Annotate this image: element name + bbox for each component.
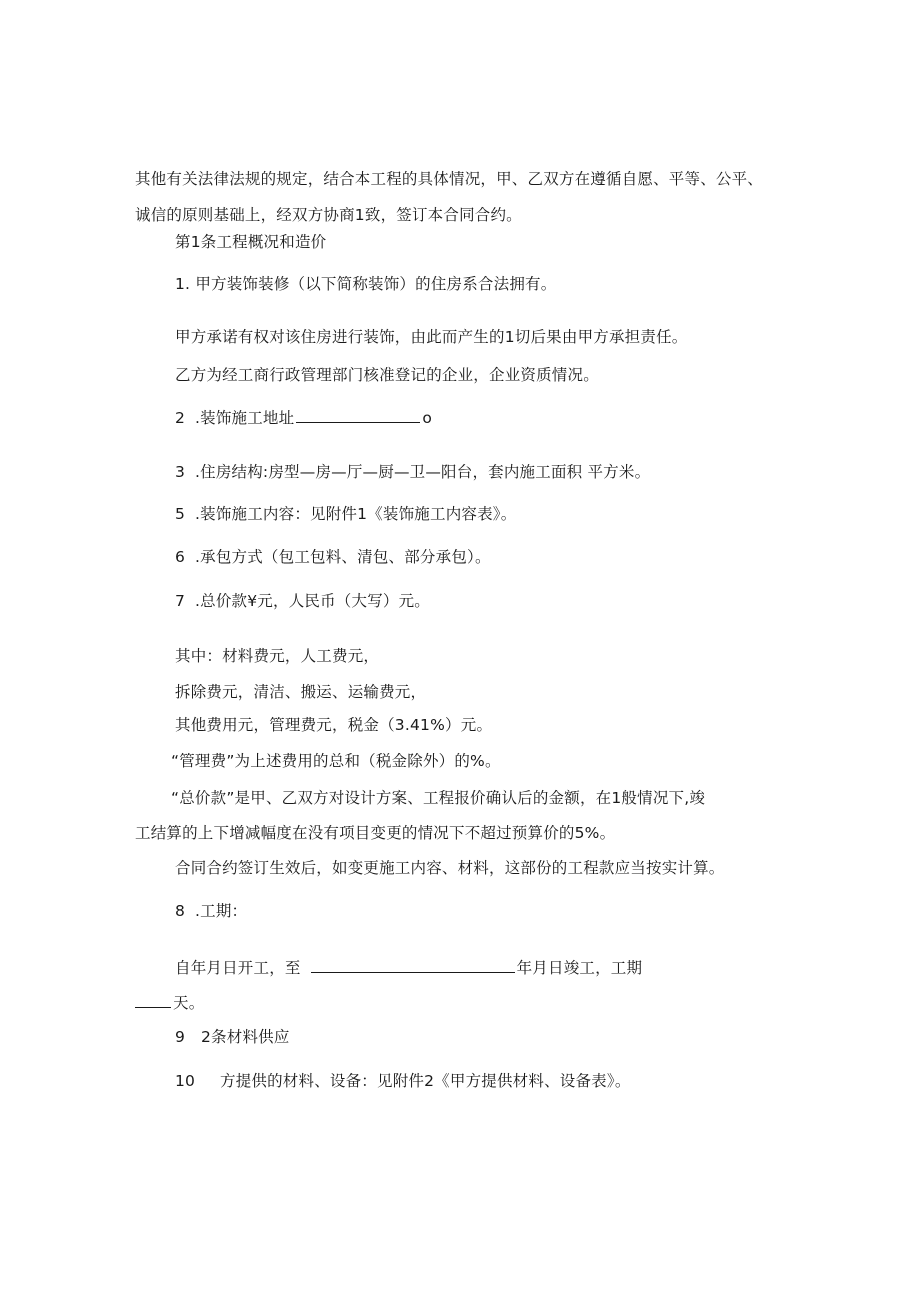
- item-2-text: .装饰施工地址: [195, 409, 295, 427]
- address-blank: [296, 406, 420, 423]
- total-price-line-1: “总价款”是甲、乙双方对设计方案、工程报价确认后的金额，在1般情况下,竣: [171, 789, 706, 807]
- duration-blank: [135, 991, 171, 1008]
- item-3: [175, 461, 650, 483]
- item-7-text: .总价款¥元，人民币（大写）元。: [195, 592, 430, 610]
- item-9-text: 2条材料供应: [201, 1028, 290, 1046]
- end-date-blank: [311, 956, 515, 973]
- item-5-number: 5: [175, 505, 186, 523]
- schedule-line: [175, 956, 642, 979]
- item-5: [175, 503, 516, 525]
- article-1-title: 第1条工程概况和造价: [175, 233, 327, 251]
- management-fee-line: “管理费”为上述费用的总和（税金除外）的%。: [171, 752, 501, 770]
- item-8-text: .工期：: [195, 902, 248, 920]
- item-10: [175, 1070, 631, 1092]
- item-3-number: 3: [175, 463, 186, 481]
- party-b-line: 乙方为经工商行政管理部门核准登记的企业，企业资质情况。: [175, 366, 599, 384]
- cost-line-3: 其他费用元，管理费元，税金（3.41%）元。: [175, 716, 493, 734]
- schedule-end-text: 天。: [173, 994, 205, 1012]
- item-5-text: .装饰施工内容：见附件1《装饰施工内容表》。: [195, 505, 517, 523]
- item-9-number: 9: [175, 1028, 186, 1046]
- item-2: [175, 406, 432, 429]
- item-7-number: 7: [175, 592, 186, 610]
- item-7: [175, 590, 430, 612]
- intro-line-1: 其他有关法律法规的规定，结合本工程的具体情况，甲、乙双方在遵循自愿、平等、公平、: [135, 170, 764, 188]
- schedule-start-text: 自年月日开工，至: [175, 959, 301, 977]
- item-2-end: o: [422, 409, 433, 427]
- total-price-line-2: 工结算的上下增减幅度在没有项目变更的情况下不超过预算价的5%。: [135, 824, 616, 842]
- item-6-number: 6: [175, 548, 186, 566]
- item-9: [175, 1026, 290, 1048]
- item-1: 1. 甲方装饰装修（以下简称装饰）的住房系合法拥有。: [175, 275, 557, 293]
- item-6-text: .承包方式（包工包料、清包、部分承包）。: [195, 548, 491, 566]
- item-10-number: 10: [175, 1072, 196, 1090]
- intro-line-2: 诚信的原则基础上，经双方协商1致，签订本合同合约。: [135, 206, 522, 224]
- item-6: [175, 546, 491, 568]
- item-10-text: 方提供的材料、设备：见附件2《甲方提供材料、设备表》。: [220, 1072, 631, 1090]
- item-2-number: 2: [175, 409, 186, 427]
- cost-line-2: 拆除费元，清洁、搬运、运输费元，: [175, 683, 427, 701]
- commitment-line: 甲方承诺有权对该住房进行装饰，由此而产生的1切后果由甲方承担责任。: [175, 328, 688, 346]
- schedule-mid-text: 年月日竣工，工期: [516, 959, 643, 977]
- item-8-number: 8: [175, 902, 186, 920]
- duration-line: [135, 991, 204, 1014]
- item-3-text: .住房结构:房型—房—厅—厨—卫—阳台，套内施工面积 平方米。: [195, 463, 651, 481]
- change-clause-line: 合同合约签订生效后，如变更施工内容、材料，这部份的工程款应当按实计算。: [175, 859, 725, 877]
- cost-line-1: 其中：材料费元，人工费元，: [175, 647, 380, 665]
- item-8: [175, 900, 247, 922]
